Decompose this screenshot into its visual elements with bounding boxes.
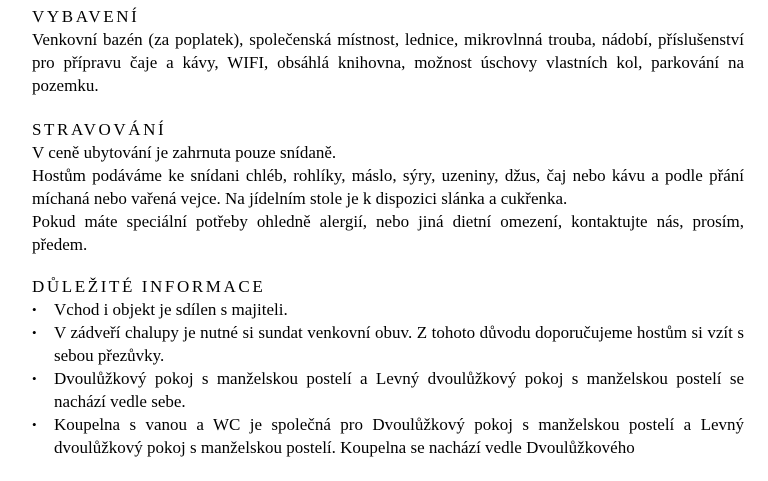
bullet-text: Koupelna s vanou a WC je společná pro Dvoulůžkový pokoj s manželskou postelí a Levný dvoulůžkový pokoj s manželskou postelí. Koupelna se nachází vedle Dvoulůžkového: [54, 415, 744, 457]
section-heading-vybaveni: VYBAVENÍ: [32, 7, 140, 26]
bullet-list-item: [32, 367, 744, 413]
stravovani-line-3: Pokud máte speciální potřeby ohledně alergií, nebo jiná dietní omezení, kontaktujte nás, prosím, předem.: [32, 212, 744, 254]
bullet-list-item: [32, 298, 744, 321]
stravovani-line-1: V ceně ubytování je zahrnuta pouze snídaně.: [32, 143, 337, 162]
vybaveni-text: Venkovní bazén (za poplatek), společenská místnost, lednice, mikrovlnná trouba, nádobí, příslušenství pro přípravu čaje a kávy, WIFI, obsáhlá knihovna, možnost úschovy vlastních kol, parkování na pozemku.: [32, 30, 744, 95]
bullet-text: V zádveří chalupy je nutné si sundat venkovní obuv. Z tohoto důvodu doporučujeme hostům si vzít s sebou přezůvky.: [54, 323, 744, 365]
bullet-list-item: [32, 321, 744, 367]
document-page: [32, 6, 744, 481]
bullet-icon: •: [32, 417, 37, 432]
section-heading-dulezite-informace: DŮLEŽITÉ INFORMACE: [32, 277, 266, 296]
bullet-icon: •: [32, 325, 37, 340]
section-stravovani: [32, 119, 744, 256]
stravovani-line-2: Hostům podáváme ke snídani chléb, rohlíky, máslo, sýry, uzeniny, džus, čaj nebo kávu a podle přání míchaná nebo vařená vejce. Na jídelním stole je k dispozici slánka a cukřenka.: [32, 166, 744, 208]
section-heading-stravovani: STRAVOVÁNÍ: [32, 120, 167, 139]
bullet-icon: •: [32, 371, 37, 386]
bullet-icon: •: [32, 302, 37, 317]
bullet-list-item: [32, 413, 744, 459]
bullet-text: Dvoulůžkový pokoj s manželskou postelí a Levný dvoulůžkový pokoj s manželskou postelí se nachází vedle sebe.: [54, 369, 744, 411]
section-vybaveni: [32, 6, 744, 97]
bullet-list: [32, 298, 744, 459]
bullet-text: Vchod i objekt je sdílen s majiteli.: [54, 300, 288, 319]
